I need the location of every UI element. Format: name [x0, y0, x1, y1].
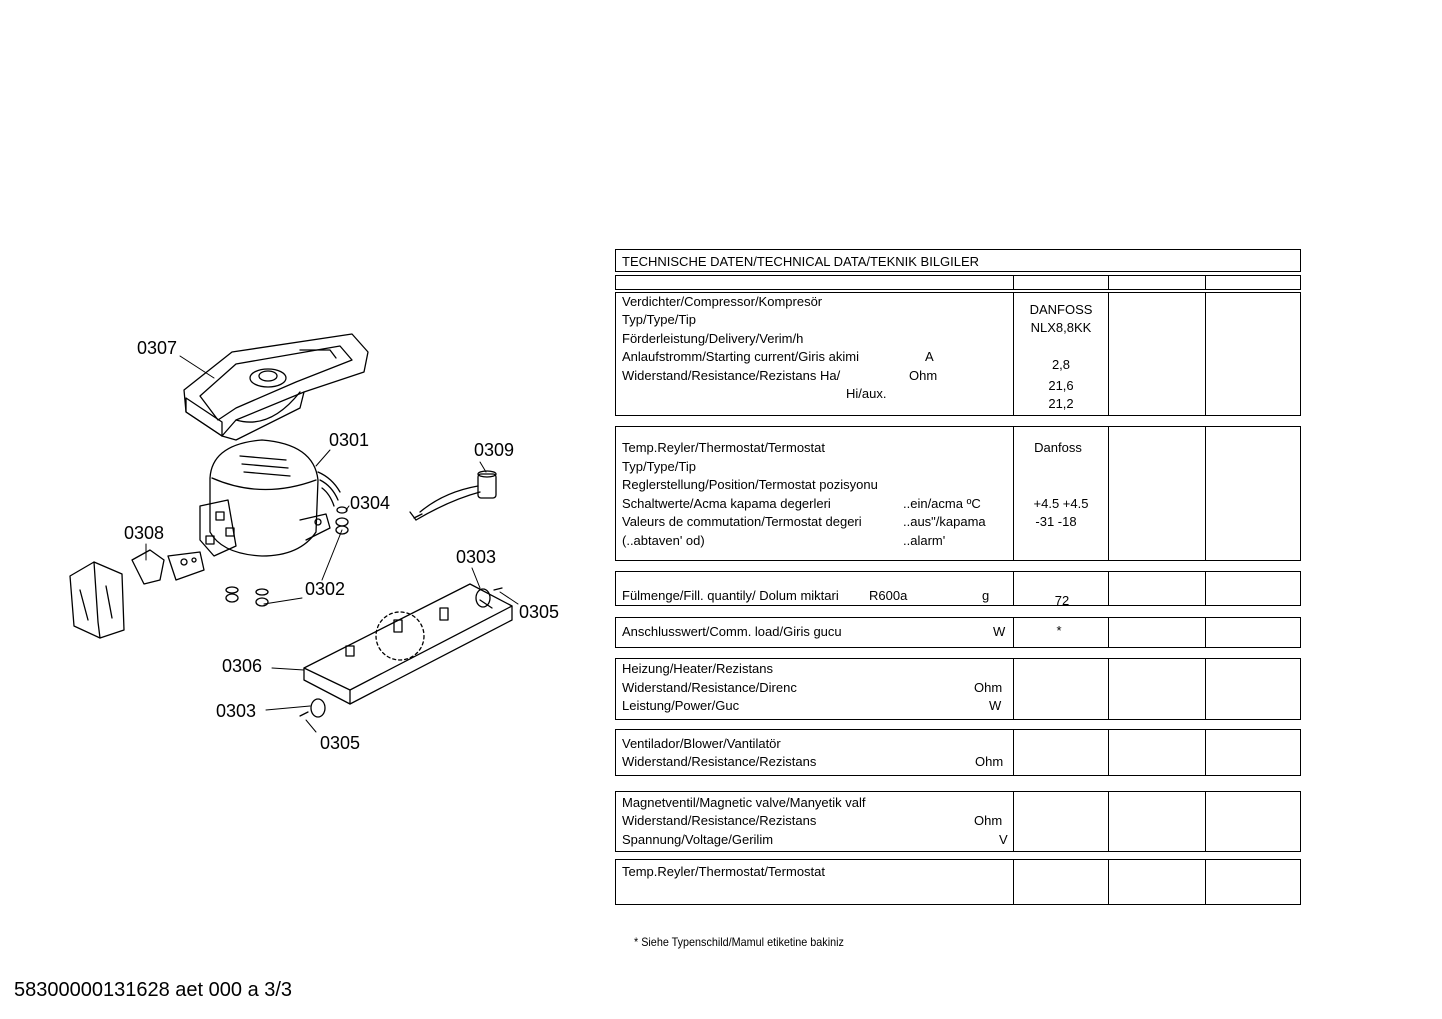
resistance-main-value: 21,6 — [1048, 378, 1074, 393]
magnetic-valve-section — [615, 791, 1301, 852]
valve-resistance-label: Widerstand/Resistance/Rezistans — [622, 813, 817, 828]
part-label-0304: 0304 — [350, 493, 391, 513]
alarm-label: ..alarm' — [903, 533, 946, 548]
connected-load-label: Anschlusswert/Comm. load/Giris gucu — [622, 624, 842, 639]
heater-power-unit: W — [989, 698, 1002, 713]
thermostat-position-label: Reglerstellung/Position/Termostat pozisyonu — [622, 477, 878, 492]
thermostat-type-label: Typ/Type/Tip — [622, 459, 696, 474]
part-label-0307: 0307 — [137, 338, 178, 358]
resistance-label: Widerstand/Resistance/Rezistans Ha/ — [622, 368, 841, 383]
fill-quantity-section — [615, 571, 1301, 606]
connected-load-value: * — [1056, 623, 1062, 638]
part-label-0301: 0301 — [329, 430, 370, 450]
leader-lines — [146, 356, 518, 732]
heater-resistance-label: Widerstand/Resistance/Direnc — [622, 680, 797, 695]
thermostat-section — [615, 426, 1301, 561]
compressor-cover-part — [184, 334, 368, 440]
heater-power-label: Leistung/Power/Guc — [622, 698, 740, 713]
current-unit: A — [925, 349, 934, 364]
commutation-label: Valeurs de commutation/Termostat degeri — [622, 514, 862, 529]
compressor-make-value: DANFOSS — [1029, 302, 1093, 317]
switch-off-label: ..aus"/kapama — [903, 514, 986, 529]
switch-on-value: +4.5 +4.5 — [1033, 496, 1089, 511]
compressor-section — [615, 292, 1301, 416]
cable-part — [410, 471, 496, 520]
relay-part — [70, 550, 204, 638]
document-id: 58300000131628 aet 000 a 3/3 — [14, 979, 293, 1001]
thermostat-label: Temp.Reyler/Thermostat/Termostat — [622, 440, 826, 455]
table-title-row — [615, 249, 1301, 272]
blower-section — [615, 729, 1301, 776]
part-label-0302: 0302 — [305, 579, 346, 599]
blower-resistance-label: Widerstand/Resistance/Rezistans — [622, 754, 817, 769]
type-label: Typ/Type/Tip — [622, 312, 696, 327]
part-label-0303: 0303 — [456, 547, 497, 567]
thermostat2-label: Temp.Reyler/Thermostat/Termostat — [622, 864, 826, 879]
connected-load-section — [615, 617, 1301, 648]
base-plate-part — [304, 584, 512, 704]
aux-label: Hi/aux. — [846, 386, 887, 401]
resistance-aux-value: 21,2 — [1048, 396, 1074, 411]
load-unit: W — [993, 624, 1006, 639]
heater-resistance-unit: Ohm — [974, 680, 1003, 695]
compressor-label: Verdichter/Compressor/Kompresör — [622, 294, 823, 309]
part-label-0306: 0306 — [222, 656, 263, 676]
part-label-0303-lower: 0303 — [216, 701, 257, 721]
switch-off-value: -31 -18 — [1035, 514, 1077, 529]
heater-section — [615, 658, 1301, 720]
fill-quantity-value: 72 — [1054, 593, 1070, 608]
valve-voltage-unit: V — [999, 832, 1008, 847]
refrigerant-label: R600a — [869, 588, 908, 603]
blower-resistance-unit: Ohm — [975, 754, 1004, 769]
resistance-unit: Ohm — [909, 368, 938, 383]
table-header-row — [615, 275, 1301, 290]
part-label-0305-lower: 0305 — [320, 733, 361, 753]
footnote: * Siehe Typenschild/Mamul etiketine bakiniz — [634, 935, 844, 949]
switch-on-label: ..ein/acma ºC — [903, 496, 981, 511]
fill-unit: g — [982, 588, 990, 603]
heater-label: Heizung/Heater/Rezistans — [622, 661, 774, 676]
exploded-parts-diagram — [0, 0, 600, 1019]
part-label-0308: 0308 — [124, 523, 165, 543]
thermostat2-section — [615, 859, 1301, 905]
magnetic-valve-label: Magnetventil/Magnetic valve/Manyetik valf — [622, 795, 866, 810]
starting-current-value: 2,8 — [1051, 357, 1071, 372]
blower-label: Ventilador/Blower/Vantilatör — [622, 736, 781, 751]
valve-voltage-label: Spannung/Voltage/Gerilim — [622, 832, 774, 847]
switching-values-label: Schaltwerte/Acma kapama degerleri — [622, 496, 831, 511]
compressor-type-value: NLX8,8KK — [1030, 320, 1092, 335]
table-title: TECHNISCHE DATEN/TECHNICAL DATA/TEKNIK BILGILER — [622, 254, 980, 269]
starting-current-label: Anlaufstromm/Starting current/Giris akimi — [622, 349, 859, 364]
fill-quantity-label: Fülmenge/Fill. quantily/ Dolum miktari — [622, 588, 839, 603]
part-label-0309: 0309 — [474, 440, 515, 460]
defrost-label: (..abtaven' od) — [622, 533, 705, 548]
valve-resistance-unit: Ohm — [974, 813, 1003, 828]
thermostat-make-value: Danfoss — [1034, 440, 1082, 455]
delivery-label: Förderleistung/Delivery/Verim/h — [622, 331, 804, 346]
compressor-part — [200, 440, 340, 556]
part-label-0305: 0305 — [519, 602, 560, 622]
spacer-part — [300, 588, 502, 717]
rubber-grommet-part — [226, 587, 268, 606]
